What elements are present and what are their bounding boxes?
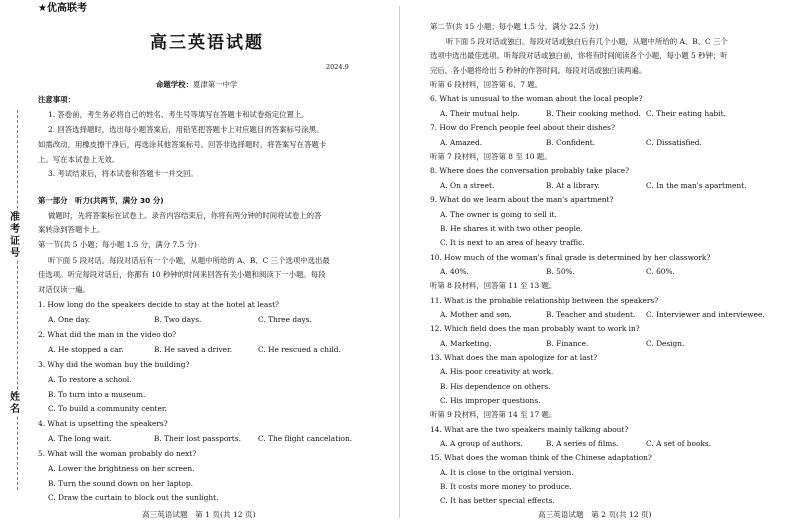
section1-intro-3: 对话仅读一遍。 (38, 285, 90, 294)
q8-option-a: A. On a street. (440, 181, 495, 190)
notice-line-1: 1. 答卷前，考生务必将自己的姓名、考生号等填写在答题卡和试卷指定位置上。 (48, 110, 309, 119)
part1-intro-2: 案转涂到答题卡上。 (38, 225, 105, 234)
section2-intro-1: 听下面 5 段对话或独白。每段对话或独白后有几个小题，从题中所给的 A、B、C 三个 (446, 37, 728, 46)
q6-option-c: C. Their eating habit. (646, 109, 726, 118)
question-2: 2. What did the man in the video do? (38, 330, 177, 339)
q15-option-a: A. It is close to the original version. (440, 468, 574, 477)
q14-option-a: A. A group of authors. (440, 439, 523, 448)
q11-option-a: A. Mother and son. (440, 310, 512, 319)
binding-line (17, 110, 18, 490)
part1-intro-1: 做题时，先将答案标在试卷上。录音内容结束后，你将有两分钟的时间将试卷上的答 (48, 211, 322, 220)
q4-option-a: A. The long wait. (48, 434, 112, 443)
q11-option-c: C. Interviewer and interviewee. (646, 310, 765, 319)
q4-option-c: C. The flight cancelation. (258, 434, 353, 443)
q12-option-a: A. Marketing. (440, 339, 492, 348)
page-footer-2: 高三英语试题 第 2 页(共 12 页) (538, 510, 652, 519)
q11-option-b: B. Teacher and student. (546, 310, 636, 319)
q2-option-c: C. He rescued a child. (258, 345, 341, 354)
q14-option-c: C. A set of books. (646, 439, 712, 448)
question-12: 12. Which field does the man probably want to work in? (430, 324, 640, 333)
q7-option-a: A. Amazed. (440, 138, 483, 147)
q7-option-c: C. Dissatisfied. (646, 138, 702, 147)
question-14: 14. What are the two speakers mainly talking about? (430, 425, 629, 434)
exam-badge: ★优高联考 (38, 3, 87, 14)
question-4: 4. What is upsetting the speakers? (38, 419, 168, 428)
page-title: 高三英语试题 (150, 33, 264, 53)
material-6: 听第 6 段材料，回答第 6、7 题。 (430, 80, 543, 89)
question-7: 7. How do French people feel about their dishes? (430, 123, 615, 132)
q2-option-a: A. He stopped a car. (48, 345, 124, 354)
q1-option-a: A. One day. (48, 315, 91, 324)
q2-option-b: B. He saved a driver. (154, 345, 233, 354)
q13-option-a: A. His poor creativity at work. (440, 367, 554, 376)
q9-option-b: B. He shares it with two other people. (440, 224, 583, 233)
notice-line-2: 2. 回答选择题时，选出每小题答案后，用铅笔把答题卡上对应题目的答案标号涂黑。 (48, 125, 324, 134)
page-footer-1: 高三英语试题 第 1 页(共 12 页) (142, 510, 256, 519)
question-6: 6. What is unusual to the woman about the local people? (430, 94, 643, 103)
q6-option-a: A. Their mutual help. (440, 109, 520, 118)
q4-option-b: B. Their lost passports. (154, 434, 241, 443)
question-15: 15. What does the woman think of the Chinese adaptation? (430, 453, 652, 462)
q7-option-b: B. Confident. (546, 138, 596, 147)
exam-date: 2024.9 (326, 63, 349, 71)
q12-option-b: B. Finance. (546, 339, 589, 348)
q15-option-b: B. It costs more money to produce. (440, 482, 572, 491)
q3-option-a: A. To restore a school. (48, 375, 132, 384)
notice-line-3: 如需改动，用橡皮擦干净后，再选涂其他答案标号。回答非选择题时，将答案写在答题卡 (38, 140, 327, 149)
q6-option-b: B. Their cooking method. (546, 109, 641, 118)
notice-title: 注意事项： (38, 95, 75, 104)
q10-option-c: C. 60%. (646, 267, 675, 276)
binding-label-exam-id: 准考证号 (10, 212, 20, 259)
question-5: 5. What will the woman probably do next? (38, 449, 197, 458)
material-9: 听第 9 段材料，回答第 14 至 17 题。 (430, 410, 557, 419)
page-2 (400, 0, 794, 524)
section2-intro-2: 选项中选出最佳选项。听每段对话或独白前，你将有时间阅读各个小题，每小题 5 秒钟；听 (430, 51, 728, 60)
section2-title: 第二节(共 15 小题；每小题 1.5 分，满分 22.5 分) (430, 22, 599, 31)
q1-option-b: B. Two days. (154, 315, 202, 324)
q5-option-c: C. Draw the curtain to block out the sunlight. (48, 493, 219, 502)
notice-line-5: 3. 考试结束后，将本试卷和答题卡一并交回。 (48, 169, 198, 178)
q5-option-a: A. Lower the brightness on her screen. (48, 464, 195, 473)
section1-intro-1: 听下面 5 段对话。每段对话后有一个小题，从题中所给的 A、B、C 三个选项中选出最 (48, 256, 330, 265)
question-11: 11. What is the probable relationship between the speakers? (430, 296, 659, 305)
question-8: 8. Where does the conversation probably take place? (430, 166, 630, 175)
school-line (156, 80, 237, 90)
q8-option-c: C. In the man's apartment. (646, 181, 747, 190)
binding-label-name: 姓名 (10, 392, 20, 415)
question-13: 13. What does the man apologize for at last? (430, 353, 598, 362)
binding-margin (0, 0, 30, 524)
q15-option-c: C. It has better special effects. (440, 496, 555, 505)
q9-option-c: C. It is next to an area of heavy traffic. (440, 238, 585, 247)
notice-line-4: 上。写在本试卷上无效。 (38, 155, 120, 164)
section1-title: 第一节(共 5 小题；每小题 1.5 分，满分 7.5 分) (38, 240, 197, 249)
question-1: 1. How long do the speakers decide to stay at the hotel at least? (38, 300, 280, 309)
q3-option-c: C. To build a community center. (48, 404, 167, 413)
section2-intro-3: 完后，各小题将给出 5 秒钟的作答时间。每段对话或独白读两遍。 (430, 66, 647, 75)
school-name: 夏津第一中学 (192, 80, 238, 89)
q10-option-a: A. 40%. (440, 267, 469, 276)
q10-option-b: B. 50%. (546, 267, 575, 276)
question-3: 3. Why did the woman buy the building? (38, 360, 190, 369)
question-9: 9. What do we learn about the man's apartment? (430, 195, 614, 204)
part1-title: 第一部分 听力(共两节，满分 30 分) (38, 196, 164, 205)
q1-option-c: C. Three days. (258, 315, 312, 324)
q3-option-b: B. To turn into a museum. (48, 390, 146, 399)
q5-option-b: B. Turn the sound down on her laptop. (48, 479, 193, 488)
q14-option-b: B. A series of films. (546, 439, 619, 448)
material-8: 听第 8 段材料，回答第 11 至 13 题。 (430, 281, 557, 290)
material-7: 听第 7 段材料，回答第 8 至 10 题。 (430, 152, 552, 161)
section1-intro-2: 佳选项。听完每段对话后，你都有 10 秒钟的时间来回答有关小题和阅读下一小题。每段 (38, 270, 326, 279)
q8-option-b: B. At a library. (546, 181, 600, 190)
q12-option-c: C. Design. (646, 339, 685, 348)
school-label: 命题学校： (156, 80, 193, 89)
q13-option-b: B. His dependence on others. (440, 382, 551, 391)
q9-option-a: A. The owner is going to sell it. (440, 210, 557, 219)
question-10: 10. How much of the woman's final grade is determined by her classwork? (430, 253, 711, 262)
q13-option-c: C. His improper questions. (440, 396, 541, 405)
